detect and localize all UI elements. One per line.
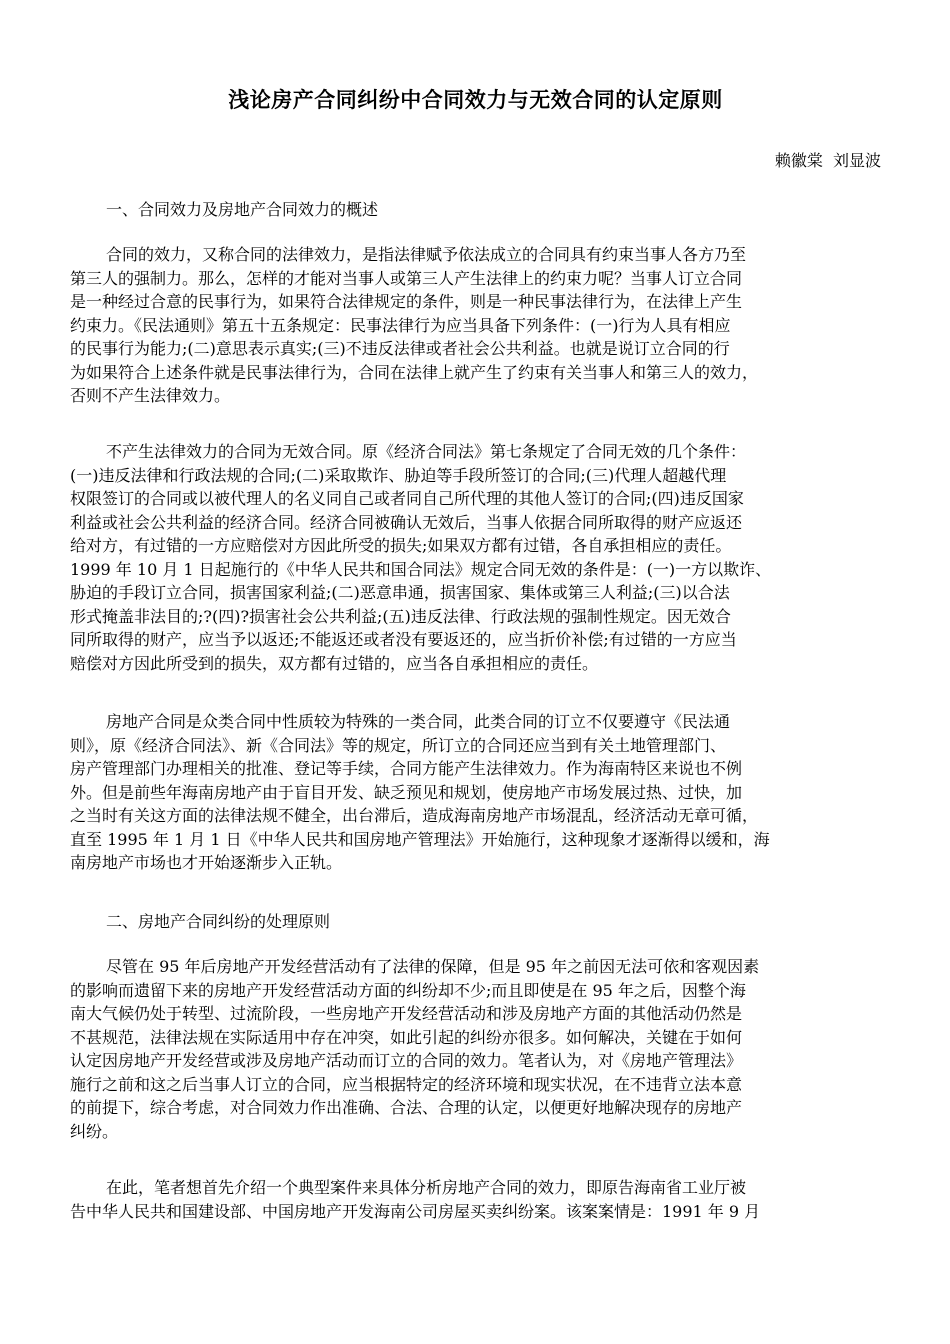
paragraph-line: 同所取得的财产，应当予以返还;不能返还或者没有要返还的，应当折价补偿;有过错的一方应当 (70, 630, 737, 649)
paragraph-line: 房产管理部门办理相关的批准、登记等手续，合同方能产生法律效力。作为海南特区来说也不例 (70, 759, 743, 778)
paragraph-line: 南房地产市场也才开始逐渐步入正轨。 (70, 853, 343, 872)
paragraph-line: 的影响而遗留下来的房地产开发经营活动方面的纠纷却不少;而且即使是在 95 年之后，因整个海 (70, 980, 746, 1000)
paragraph-line: 纠纷。 (70, 1121, 119, 1141)
paragraph-line: 房地产合同是众类合同中性质较为特殊的一类合同，此类合同的订立不仅要遵守《民法通 (106, 712, 731, 731)
paragraph-line: 认定因房地产开发经营或涉及房地产活动而订立的合同的效力。笔者认为，对《房地产管理法》 (70, 1051, 743, 1070)
paragraph-line: 利益或社会公共利益的经济合同。经济合同被确认无效后，当事人依据合同所取得的财产应返还 (70, 512, 743, 532)
paragraph-line: 的民事行为能力;(二)意思表示真实;(三)不违反法律或者社会公共利益。也就是说订立合同的行 (70, 339, 730, 358)
paragraph-line: (一)违反法律和行政法规的合同;(二)采取欺诈、胁迫等手段所签订的合同;(三)代理人超越代理 (70, 465, 727, 485)
paragraph-line: 约束力。《民法通则》第五十五条规定：民事法律行为应当具备下列条件：(一)行为人具有相应 (70, 315, 731, 335)
paragraph-line: 之当时有关这方面的法律法规不健全，出台滞后，造成海南房地产市场混乱，经济活动无章可循， (70, 806, 759, 825)
section-heading-2: 二、房地产合同纠纷的处理原则 (106, 912, 331, 931)
paragraph-3 (70, 710, 881, 875)
paragraph-line: 1999 年 10 月 1 日起施行的《中华人民共和国合同法》规定合同无效的条件是：(一)一方以欺诈、 (70, 559, 772, 579)
paragraph-1 (70, 243, 881, 408)
paragraph-line: 否则不产生法律效力。 (70, 386, 231, 405)
paragraph-line: 不产生法律效力的合同为无效合同。原《经济合同法》第七条规定了合同无效的几个条件： (106, 442, 747, 461)
paragraph-line: 合同的效力，又称合同的法律效力，是指法律赋予依法成立的合同具有约束当事人各方乃至 (106, 245, 747, 264)
paragraph-line: 第三人的强制力。那么，怎样的才能对当事人或第三人产生法律上的约束力呢？当事人订立合同 (70, 268, 743, 288)
paragraph-line: 胁迫的手段订立合同，损害国家利益;(二)恶意串通，损害国家、集体或第三人利益;(三)以合法 (70, 583, 730, 602)
paragraph-line: 不甚规范，法律法规在实际适用中存在冲突，如此引起的纠纷亦很多。如何解决，关键在于如何 (70, 1027, 743, 1047)
paragraph-line: 在此，笔者想首先介绍一个典型案件来具体分析房地产合同的效力，即原告海南省工业厅被 (106, 1178, 747, 1197)
document-title: 浅论房产合同纠纷中合同效力与无效合同的认定原则 (228, 88, 723, 112)
paragraph-line: 则》，原《经济合同法》、新《合同法》等的规定，所订立的合同还应当到有关土地管理部门、 (70, 735, 727, 755)
paragraph-line: 南大气候仍处于转型、过流阶段，一些房地产开发经营活动和涉及房地产方面的其他活动仍然是 (70, 1004, 743, 1023)
paragraph-line: 是一种经过合意的民事行为，如果符合法律规定的条件，则是一种民事法律行为，在法律上产生 (70, 292, 743, 311)
paragraph-line: 给对方，有过错的一方应赔偿对方因此所受的损失;如果双方都有过错，各自承担相应的责任。 (70, 536, 732, 555)
paragraph-5 (70, 1176, 881, 1223)
paragraph-line: 尽管在 95 年后房地产开发经营活动有了法律的保障，但是 95 年之前因无法可依和客观因素 (106, 957, 760, 976)
paragraph-line: 权限签订的合同或以被代理人的名义同自己或者同自己所代理的其他人签订的合同;(四)违反国家 (70, 489, 744, 508)
paragraph-line: 为如果符合上述条件就是民事法律行为，合同在法律上就产生了约束有关当事人和第三人的效力， (70, 362, 759, 382)
document-authors: 赖徽棠 刘显波 (774, 151, 881, 170)
paragraph-2 (70, 440, 881, 675)
paragraph-line: 赔偿对方因此所受到的损失，双方都有过错的，应当各自承担相应的责任。 (70, 653, 599, 673)
paragraph-line: 的前提下，综合考虑，对合同效力作出准确、合法、合理的认定，以便更好地解决现存的房地产 (70, 1098, 743, 1117)
paragraph-line: 告中华人民共和国建设部、中国房地产开发海南公司房屋买卖纠纷案。该案案情是：1991 年 9 月 (70, 1201, 761, 1221)
paragraph-4 (70, 955, 881, 1143)
paragraph-line: 直至 1995 年 1 月 1 日《中华人民共和国房地产管理法》开始施行，这种现象才逐渐得以缓和，海 (70, 829, 770, 849)
section-heading-1: 一、合同效力及房地产合同效力的概述 (106, 200, 379, 219)
paragraph-line: 施行之前和这之后当事人订立的合同，应当根据特定的经济环境和现实状况，在不违背立法本意 (70, 1074, 743, 1094)
paragraph-line: 形式掩盖非法目的;?(四)?损害社会公共利益;(五)违反法律、行政法规的强制性规定。因无效合 (70, 606, 731, 626)
paragraph-line: 外。但是前些年海南房地产由于盲目开发、缺乏预见和规划，使房地产市场发展过热、过快，加 (70, 782, 743, 802)
